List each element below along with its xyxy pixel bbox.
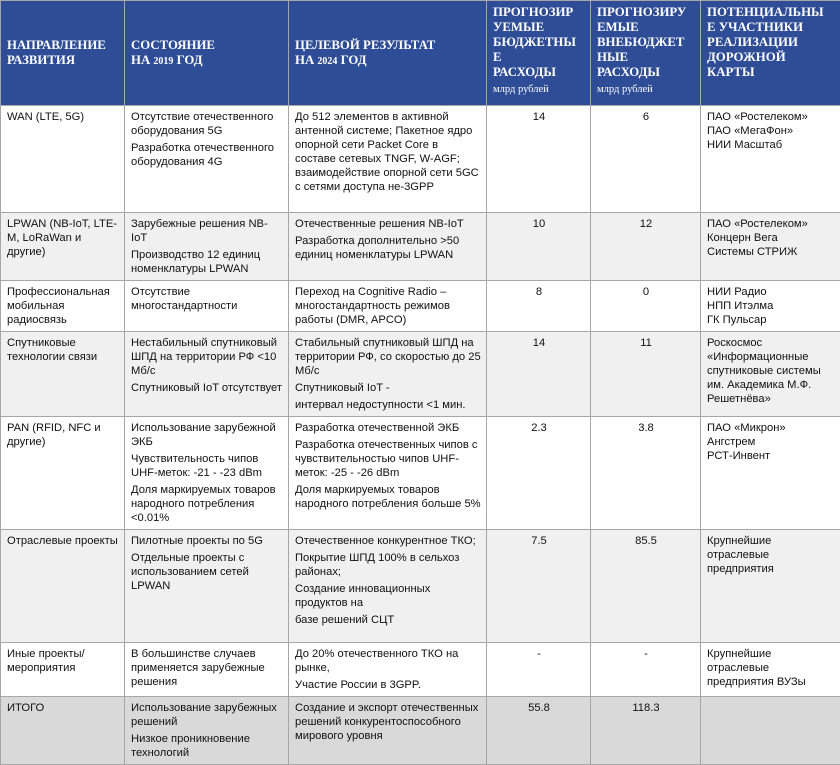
header-budget-line: УЕМЫЕ xyxy=(493,20,586,35)
cell-state xyxy=(125,281,289,332)
cell-target xyxy=(289,332,487,417)
header-offbudget-line: НЫЕ xyxy=(597,50,696,65)
header-participants-line: Е УЧАСТНИКИ xyxy=(707,20,836,35)
cell-state xyxy=(125,213,289,281)
cell-offbudget: 85.5 xyxy=(591,530,701,643)
cell-state xyxy=(125,417,289,530)
cell-target-text: Доля маркируемых товаров народного потребления больше 5% xyxy=(295,483,481,511)
header-offbudget-line: ПРОГНОЗИРУ xyxy=(597,5,696,20)
cell-direction-text: ИТОГО xyxy=(7,701,119,715)
header-offbudget xyxy=(591,1,701,106)
table-row xyxy=(1,106,840,213)
header-budget-line: БЮДЖЕТНЫ xyxy=(493,35,586,50)
cell-target-text: Переход на Cognitive Radio – многостандартность режимов работы (DMR, APCO) xyxy=(295,285,481,327)
cell-target xyxy=(289,417,487,530)
cell-direction xyxy=(1,332,125,417)
cell-budget: 10 xyxy=(487,213,591,281)
header-target xyxy=(289,1,487,106)
participant-name: Крупнейшие отраслевые предприятия ВУЗы xyxy=(707,647,835,689)
header-state-year-line xyxy=(131,53,284,69)
cell-participants xyxy=(701,332,840,417)
participant-name: ПАО «Ростелеком» xyxy=(707,217,835,231)
cell-state xyxy=(125,530,289,643)
cell-state-text: Чувствительность чипов UHF-меток: -21 - -23 dBm xyxy=(131,452,283,480)
header-direction xyxy=(1,1,125,106)
cell-target xyxy=(289,281,487,332)
cell-target-text: Стабильный спутниковый ШПД на территории РФ, со скоростью до 25 Мб/с xyxy=(295,336,481,378)
table-row xyxy=(1,281,840,332)
cell-target-text: До 512 элементов в активной антенной системе; Пакетное ядро опорной сети Packet Core в составе сетевых TNGF, W-AGF; взаимодействие опорной сети 5GC с сетями доступа не-3GPP xyxy=(295,110,481,194)
total-row xyxy=(1,697,840,765)
participant-name: НИИ Радио xyxy=(707,285,835,299)
cell-direction xyxy=(1,213,125,281)
header-target-line: ЦЕЛЕВОЙ РЕЗУЛЬТАТ xyxy=(295,38,482,53)
cell-state-text: Использование зарубежных решений xyxy=(131,701,283,729)
participant-name: Ангстрем xyxy=(707,435,835,449)
header-target-year: 2024 xyxy=(317,56,337,67)
cell-state-text: В большинстве случаев применяется зарубежные решения xyxy=(131,647,283,689)
header-direction-line: РАЗВИТИЯ xyxy=(7,53,120,68)
participant-name: Роскосмос xyxy=(707,336,835,350)
cell-budget: 14 xyxy=(487,106,591,213)
header-state-year: 2019 xyxy=(153,56,173,67)
cell-state xyxy=(125,643,289,697)
cell-direction xyxy=(1,530,125,643)
participant-name: РСТ-Инвент xyxy=(707,449,835,463)
cell-budget: 55.8 xyxy=(487,697,591,765)
cell-state-text: Зарубежные решения NB-IoT xyxy=(131,217,283,245)
cell-offbudget: 12 xyxy=(591,213,701,281)
header-offbudget-line: РАСХОДЫ xyxy=(597,65,696,80)
cell-direction-text: Иные проекты/ мероприятия xyxy=(7,647,119,675)
cell-target-text: Разработка дополнительно >50 единиц номенклатуры LPWAN xyxy=(295,234,481,262)
cell-direction-text: LPWAN (NB-IoT, LTE-M, LoRaWan и другие) xyxy=(7,217,119,259)
cell-target-text: интервал недоступности <1 мин. xyxy=(295,398,481,412)
cell-target-text: До 20% отечественного ТКО на рынке, xyxy=(295,647,481,675)
header-budget xyxy=(487,1,591,106)
cell-participants xyxy=(701,417,840,530)
cell-target-text: Отечественные решения NB-IoT xyxy=(295,217,481,231)
header-offbudget-line: ЕМЫЕ xyxy=(597,20,696,35)
cell-target-text: Разработка отечественных чипов с чувствительностью чипов UHF-меток: -25 - -26 dBm xyxy=(295,438,481,480)
header-participants xyxy=(701,1,840,106)
header-state-prefix: НА xyxy=(131,53,153,67)
participant-name: НИИ Масштаб xyxy=(707,138,835,152)
cell-offbudget: - xyxy=(591,643,701,697)
participant-name: Системы СТРИЖ xyxy=(707,245,835,259)
header-participants-line: ПОТЕНЦИАЛЬНЫ xyxy=(707,5,836,20)
header-budget-unit: млрд рублей xyxy=(493,82,586,97)
cell-target-text: базе решений СЦТ xyxy=(295,613,481,627)
participant-name: ПАО «Ростелеком» xyxy=(707,110,835,124)
cell-offbudget: 6 xyxy=(591,106,701,213)
participant-name: ГК Пульсар xyxy=(707,313,835,327)
header-target-suffix: ГОД xyxy=(337,53,366,67)
cell-budget: 14 xyxy=(487,332,591,417)
header-state-line: СОСТОЯНИЕ xyxy=(131,38,284,53)
cell-offbudget: 118.3 xyxy=(591,697,701,765)
cell-state-text: Производство 12 единиц номенклатуры LPWAN xyxy=(131,248,283,276)
participant-name: ПАО «МегаФон» xyxy=(707,124,835,138)
table-row xyxy=(1,417,840,530)
header-direction-line: НАПРАВЛЕНИЕ xyxy=(7,38,120,53)
header-target-prefix: НА xyxy=(295,53,317,67)
participant-name: НПП Итэлма xyxy=(707,299,835,313)
cell-state-text: Разработка отечественного оборудования 4G xyxy=(131,141,283,169)
cell-direction xyxy=(1,106,125,213)
cell-target-text: Спутниковый IoT - xyxy=(295,381,481,395)
header-participants-line: РЕАЛИЗАЦИИ xyxy=(707,35,836,50)
cell-participants xyxy=(701,281,840,332)
cell-budget: 2.3 xyxy=(487,417,591,530)
cell-direction-text: Отраслевые проекты xyxy=(7,534,119,548)
header-participants-line: КАРТЫ xyxy=(707,65,836,80)
cell-target-text: Участие России в 3GPP. xyxy=(295,678,481,692)
header-offbudget-line: ВНЕБЮДЖЕТ xyxy=(597,35,696,50)
cell-target-text: Разработка отечественной ЭКБ xyxy=(295,421,481,435)
cell-target-text: Покрытие ШПД 100% в сельхоз районах; xyxy=(295,551,481,579)
cell-target xyxy=(289,697,487,765)
cell-state-text: Низкое проникновение технологий xyxy=(131,732,283,760)
cell-direction xyxy=(1,643,125,697)
cell-state-text: Нестабильный спутниковый ШПД на территории РФ <10 Мб/с xyxy=(131,336,283,378)
table-row xyxy=(1,332,840,417)
cell-direction-text: WAN (LTE, 5G) xyxy=(7,110,119,124)
cell-state-text: Использование зарубежной ЭКБ xyxy=(131,421,283,449)
cell-offbudget: 0 xyxy=(591,281,701,332)
cell-target xyxy=(289,213,487,281)
participant-name: ПАО «Микрон» xyxy=(707,421,835,435)
cell-direction-text: Спутниковые технологии связи xyxy=(7,336,119,364)
cell-target-text: Создание и экспорт отечественных решений конкурентоспособного мирового уровня xyxy=(295,701,481,743)
header-budget-line: Е xyxy=(493,50,586,65)
table-body xyxy=(1,106,840,765)
cell-participants xyxy=(701,530,840,643)
cell-state xyxy=(125,332,289,417)
cell-participants xyxy=(701,643,840,697)
participant-name: Крупнейшие отраслевые предприятия xyxy=(707,534,835,576)
header-offbudget-unit: млрд рублей xyxy=(597,82,696,97)
cell-direction-text: Профессиональная мобильная радиосвязь xyxy=(7,285,119,327)
cell-state-text: Пилотные проекты по 5G xyxy=(131,534,283,548)
cell-direction xyxy=(1,281,125,332)
cell-state-text: Доля маркируемых товаров народного потребления <0.01% xyxy=(131,483,283,525)
cell-target-text: Создание инновационных продуктов на xyxy=(295,582,481,610)
cell-direction xyxy=(1,697,125,765)
table-row xyxy=(1,213,840,281)
header-target-year-line xyxy=(295,53,482,69)
cell-target xyxy=(289,643,487,697)
cell-state-text: Отсутствие многостандартности xyxy=(131,285,283,313)
header-participants-line: ДОРОЖНОЙ xyxy=(707,50,836,65)
cell-direction-text: PAN (RFID, NFC и другие) xyxy=(7,421,119,449)
cell-offbudget: 3.8 xyxy=(591,417,701,530)
cell-participants xyxy=(701,213,840,281)
cell-budget: 8 xyxy=(487,281,591,332)
cell-participants xyxy=(701,106,840,213)
header-budget-line: РАСХОДЫ xyxy=(493,65,586,80)
cell-direction xyxy=(1,417,125,530)
header-state-suffix: ГОД xyxy=(173,53,202,67)
cell-participants xyxy=(701,697,840,765)
header-row xyxy=(1,1,840,106)
cell-budget: - xyxy=(487,643,591,697)
cell-state xyxy=(125,106,289,213)
cell-state-text: Спутниковый IoT отсутствует xyxy=(131,381,283,395)
cell-state-text: Отсутствие отечественного оборудования 5G xyxy=(131,110,283,138)
participant-name: Концерн Вега xyxy=(707,231,835,245)
cell-target xyxy=(289,106,487,213)
table-row xyxy=(1,530,840,643)
header-state xyxy=(125,1,289,106)
cell-offbudget: 11 xyxy=(591,332,701,417)
header-budget-line: ПРОГНОЗИР xyxy=(493,5,586,20)
cell-state xyxy=(125,697,289,765)
cell-target-text: Отечественное конкурентное ТКО; xyxy=(295,534,481,548)
participant-name: «Информационные спутниковые системы им. Академика М.Ф. Решетнёва» xyxy=(707,350,835,406)
cell-target xyxy=(289,530,487,643)
table-row xyxy=(1,643,840,697)
cell-budget: 7.5 xyxy=(487,530,591,643)
cell-state-text: Отдельные проекты с использованием сетей LPWAN xyxy=(131,551,283,593)
